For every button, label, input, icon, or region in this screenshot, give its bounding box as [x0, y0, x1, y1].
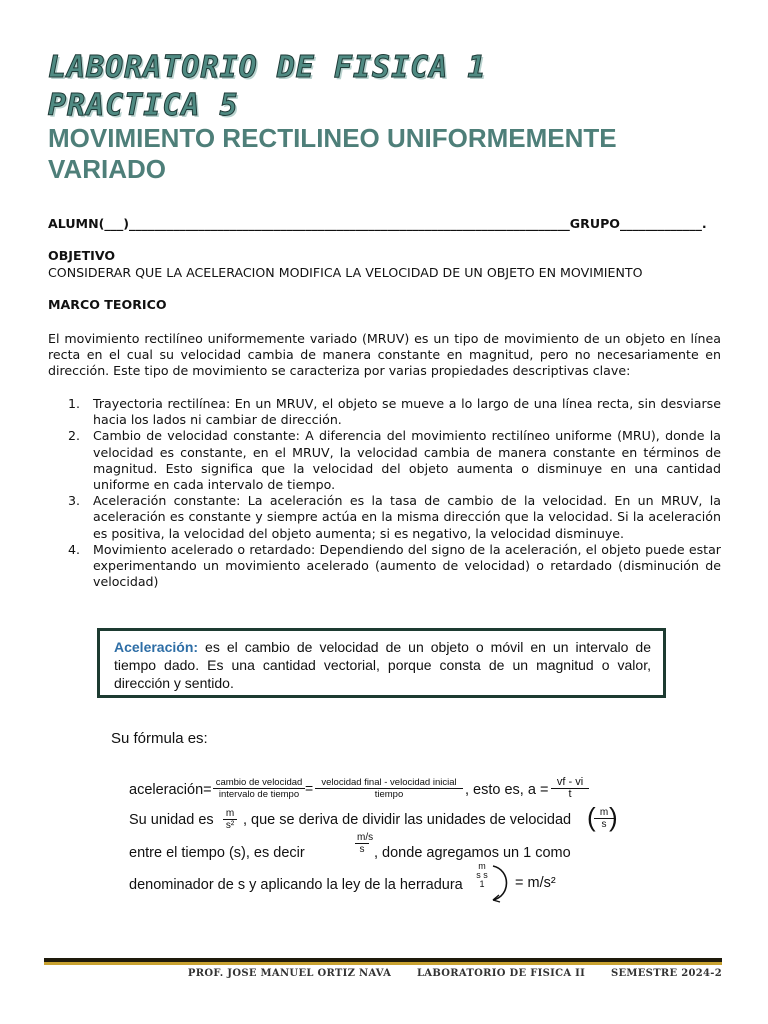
fraction-vf-vi-over-t: [551, 777, 589, 800]
list-text: Movimiento acelerado o retardado: Dependiendo del signo de la aceleración, el objeto puede estar experimentando un movimiento acelerado (aumento de velocidad) o retardado (disminución de velocidad): [93, 541, 721, 590]
list-item: [48, 428, 721, 493]
unit-text-a: Su unidad es: [129, 812, 214, 828]
definition-label: Aceleración:: [114, 639, 199, 655]
unit-text-c: entre el tiempo (s), es decir: [129, 845, 305, 861]
fraction-final-minus-initial: [315, 777, 463, 800]
horseshoe-arrow-icon: [489, 862, 513, 909]
list-text: Cambio de velocidad constante: A diferencia del movimiento rectilíneo uniforme (MRU), donde la velocidad es constante, en el MRUV, la velocidad cambia de manera constante en términos de magnitud. Esto significa que la velocidad del objeto aumenta o disminuye en una cantidad uniforme en cada intervalo de tiempo.: [93, 428, 721, 493]
formula-esto-es: , esto es, a =: [465, 782, 549, 798]
fraction-m-s2: [223, 808, 237, 831]
footer-rule-gold: [44, 962, 722, 965]
footer-professor: PROF. JOSE MANUEL ORTIZ NAVA: [187, 968, 392, 979]
formula-result: = m/s²: [515, 875, 556, 891]
fraction-numerator: m: [223, 808, 237, 820]
fraction-change-over-interval: [213, 777, 305, 800]
list-number: 2.: [68, 428, 81, 444]
footer-lab: LABORATORIO DE FISICA II: [416, 968, 586, 979]
definition-text: es el cambio de velocidad de un objeto o móvil en un intervalo de tiempo dado. Es una cantidad vectorial, porque consta de un magnitud o valor, dirección y sentido.: [114, 639, 651, 691]
fraction-denominator: t: [568, 788, 572, 800]
list-number: 3.: [68, 493, 81, 509]
formula-acceleration-label: aceleración=: [129, 782, 212, 798]
topic-title: MOVIMIENTO RECTILINEO UNIFORMEMENTE VARIADO: [48, 123, 617, 184]
properties-list: [48, 396, 721, 590]
formula-intro: Su fórmula es:: [111, 730, 208, 747]
horseshoe-fraction: m s s 1: [476, 861, 488, 889]
right-paren: ): [609, 802, 618, 832]
unit-text-d: , donde agregamos un 1 como: [374, 845, 571, 861]
objective-text: CONSIDERAR QUE LA ACELERACION MODIFICA LA VELOCIDAD DE UN OBJETO EN MOVIMIENTO: [48, 265, 643, 280]
fraction-numerator: vf - vi: [551, 777, 589, 789]
list-item: [48, 493, 721, 542]
student-group-line: ALUMN(___)______________________________________________________________________GRUPO_____________.: [48, 216, 707, 231]
list-number: 4.: [68, 541, 81, 557]
fraction-denominator: s²: [225, 820, 235, 831]
objective-heading: OBJETIVO: [48, 248, 116, 263]
fraction-denominator: s: [601, 819, 607, 830]
list-text: Trayectoria rectilínea: En un MRUV, el objeto se mueve a lo largo de una línea recta, sin desviarse hacia los lados ni cambiar de dirección.: [93, 396, 721, 428]
fraction-denominator: intervalo de tiempo: [218, 789, 300, 800]
list-item: [48, 396, 721, 428]
fraction-ms-over-s: [355, 832, 374, 855]
footer-semester: SEMESTRE 2024-2: [610, 968, 722, 979]
practice-title: PRACTICA 5: [48, 88, 239, 123]
fraction-numerator: m: [594, 807, 614, 819]
lab-title: LABORATORIO DE FISICA 1: [48, 50, 487, 85]
list-number: 1.: [68, 396, 81, 411]
formula-figure: [97, 712, 717, 912]
unit-text-e: denominador de s y aplicando la ley de la herradura: [129, 877, 463, 893]
fraction-numerator: cambio de velocidad: [213, 777, 305, 789]
equals-sign: =: [305, 780, 314, 796]
unit-text-b: , que se deriva de dividir las unidades de velocidad: [243, 812, 572, 828]
fraction-numerator: m/s: [357, 832, 374, 843]
theory-heading: MARCO TEORICO: [48, 297, 167, 312]
theory-intro: El movimiento rectilíneo uniformemente variado (MRUV) es un tipo de movimiento de un objeto en línea recta en el cual su velocidad cambia de manera constante en magnitud, pero no necesariamente en dirección. Este tipo de movimiento se caracteriza por varias propiedades descriptivas clave:: [48, 331, 721, 379]
page-footer: [44, 968, 722, 979]
list-text: Aceleración constante: La aceleración es la tasa de cambio de la velocidad. En un MRUV, la aceleración es constante y siempre actúa en la misma dirección que la velocidad. Si la aceleración es positiva, la velocidad del objeto aumenta; si es negativo, la velocidad disminuye.: [93, 493, 721, 541]
fraction-denominator: tiempo: [374, 789, 404, 800]
fraction-numerator: velocidad final - velocidad inicial: [315, 777, 463, 789]
list-item: [48, 542, 721, 591]
fraction-denominator: s: [359, 844, 365, 855]
left-paren: (: [587, 802, 596, 832]
definition-box: [97, 628, 666, 698]
